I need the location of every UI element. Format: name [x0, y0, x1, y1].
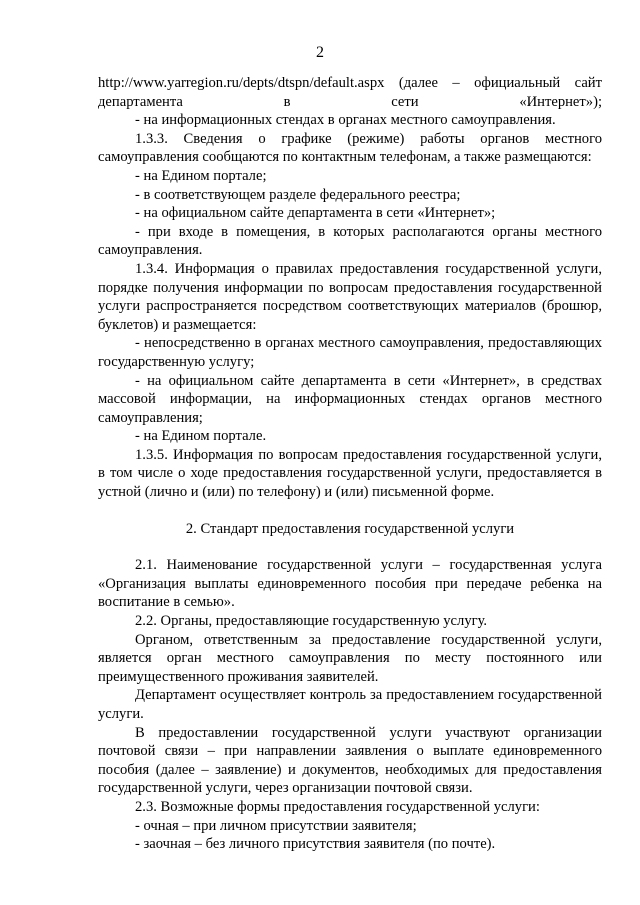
list-item-site-media-stands: - на официальном сайте департамента в сети «Интернет», в средствах массовой информации, на информационных стендах органов местного самоуправления;	[98, 372, 602, 426]
paragraph-2-3: 2.3. Возможные формы предоставления государственной услуги:	[135, 798, 540, 815]
paragraph-2-1: 2.1. Наименование государственной услуги – государственная услуга «Организация выплаты единовременного пособия при передаче ребенка на воспитание в семью».	[98, 557, 602, 611]
document-body	[98, 74, 602, 854]
paragraph-1-3-4: 1.3.4. Информация о правилах предоставления государственной услуги, порядке получения информации по вопросам предоставления государственной услуги распространяется посредством соответствующих материалов (брошюр, буклетов) и размещается:	[98, 260, 602, 333]
paragraph-1-3-5: 1.3.5. Информация по вопросам предоставления государственной услуги, в том числе о ходе предоставления государственной услуги, предоставляется в устной (лично и (или) по телефону) и (или) письменной форме.	[98, 446, 602, 501]
paragraph-responsible-body: Органом, ответственным за предоставление государственной услуги, является орган местного самоуправления по месту постоянного или преимущественного проживания заявителей.	[98, 631, 602, 685]
paragraph-2-2: 2.2. Органы, предоставляющие государственную услугу.	[135, 613, 488, 630]
page-number: 2	[316, 44, 324, 61]
paragraph-1-3-3: 1.3.3. Сведения о графике (режиме) работы органов местного самоуправления сообщаются по контактным телефонам, а также размещаются:	[98, 130, 602, 166]
list-item-by-mail: - заочная – без личного присутствия заявителя (по почте).	[135, 836, 496, 853]
paragraph-url: http://www.yarregion.ru/depts/dtspn/default.aspx (далее – официальный сайт департамента в сети «Интернет»);	[98, 75, 602, 110]
list-item-single-portal: - на Едином портале;	[135, 167, 267, 184]
paragraph-department-control: Департамент осуществляет контроль за предоставлением государственной услуги.	[98, 687, 602, 722]
list-item-federal-registry: - в соответствующем разделе федерального реестра;	[135, 186, 461, 203]
list-item-in-person: - очная – при личном присутствии заявителя;	[135, 817, 417, 834]
paragraph-postal-participation: В предоставлении государственной услуги участвуют организации почтовой связи – при направлении заявления о выплате единовременного пособия (далее – заявление) и документов, необходимых для предоставления государственной услуги, через организации почтовой связи.	[98, 724, 602, 797]
list-item-single-portal-2: - на Едином портале.	[135, 428, 267, 445]
paragraph-info-stands: - на информационных стендах в органах местного самоуправления.	[135, 112, 556, 129]
section-heading: 2. Стандарт предоставления государственной услуги	[185, 520, 515, 537]
list-item-local-bodies: - непосредственно в органах местного самоуправления, предоставляющих государственную услугу;	[98, 335, 602, 370]
list-item-premises-entrance: - при входе в помещения, в которых располагаются органы местного самоуправления.	[98, 223, 602, 259]
list-item-official-site: - на официальном сайте департамента в сети «Интернет»;	[135, 205, 496, 222]
